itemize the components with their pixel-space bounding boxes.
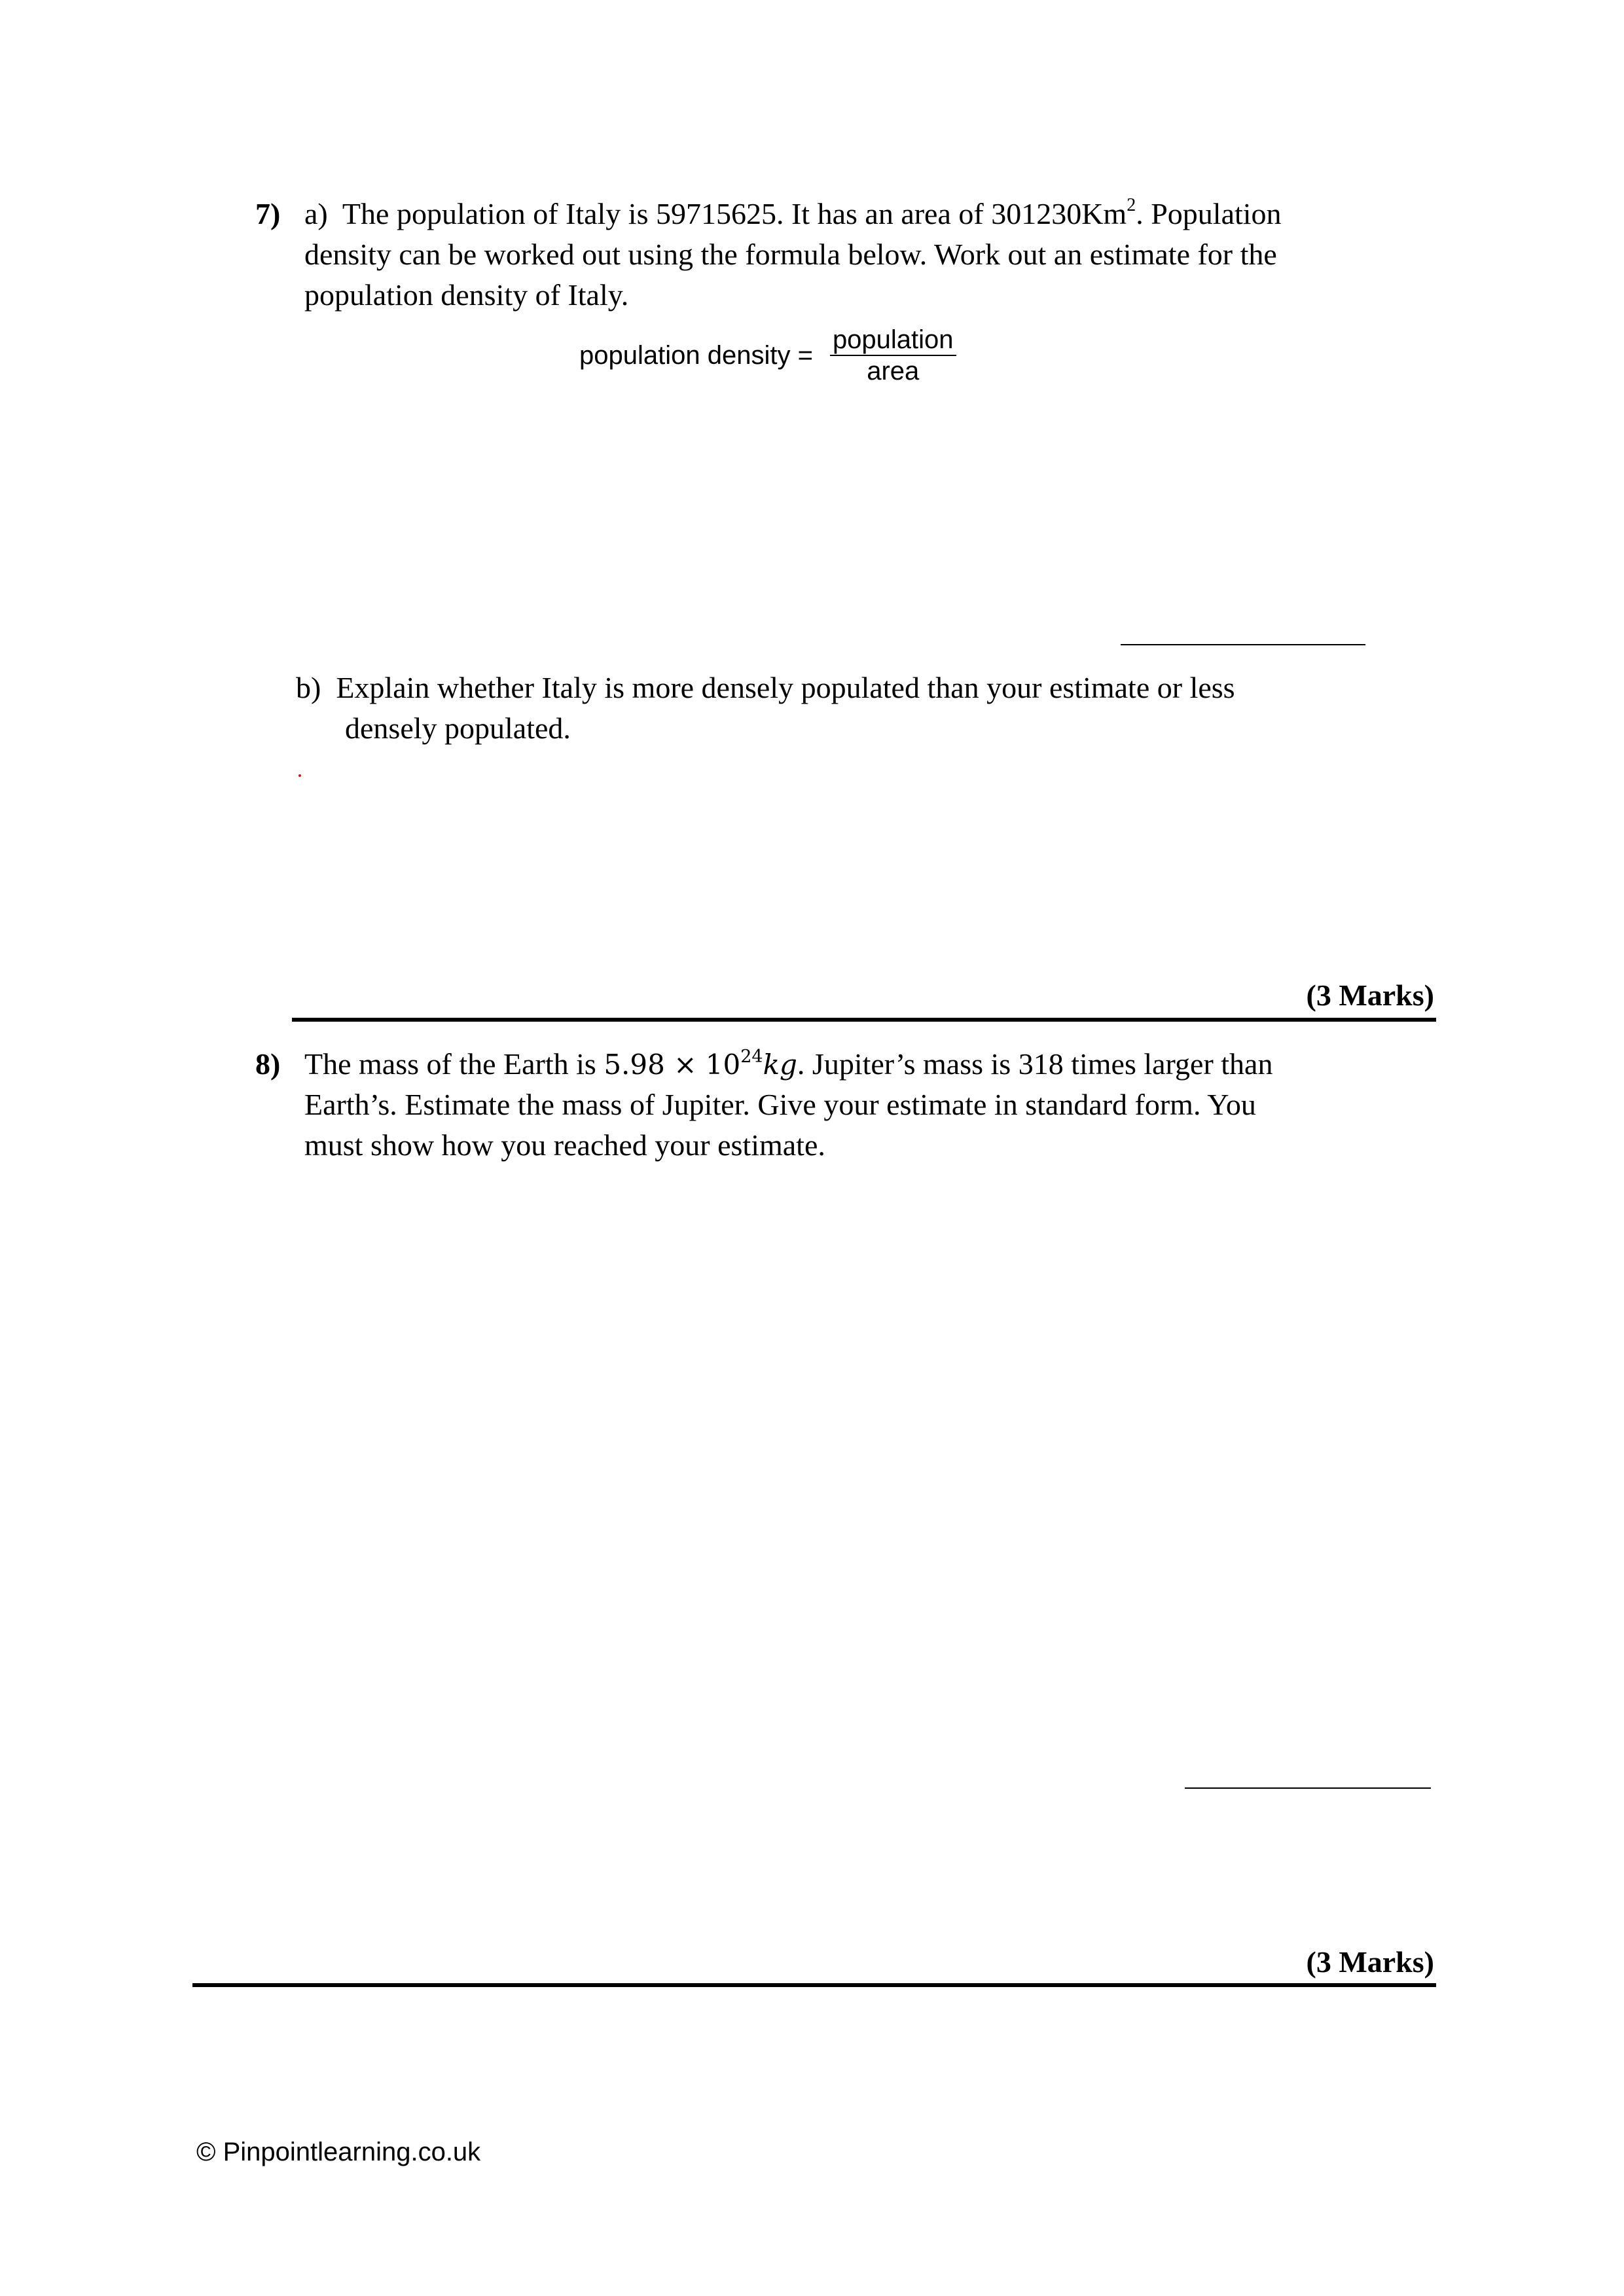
question-7-divider <box>292 1018 1436 1022</box>
question-8-number: 8) <box>255 1047 281 1081</box>
footer-copyright: © Pinpointlearning.co.uk <box>196 2138 481 2166</box>
question-7a-answer-line[interactable] <box>1121 644 1365 645</box>
squared-superscript: 2 <box>1127 195 1136 215</box>
question-7b-text-line-1 <box>296 668 1235 708</box>
question-8-line-1-pre: The mass of the Earth is <box>304 1047 596 1081</box>
question-8-divider <box>192 1983 1436 1987</box>
question-7a-label: a) <box>304 197 328 230</box>
question-7a-line-1-pre: The population of Italy is 59715625. It has an area of 301230Km <box>342 197 1127 230</box>
red-mark-dot <box>298 774 301 777</box>
question-7-marks: (3 Marks) <box>1306 978 1434 1012</box>
earth-mass-expression <box>604 1049 797 1081</box>
question-8-text-line-3: must show how you reached your estimate. <box>304 1128 825 1162</box>
question-8-text-line-1 <box>304 1044 1272 1085</box>
question-7a-text-line-1 <box>304 194 1282 234</box>
question-8-line-1-post: . Jupiter’s mass is 318 times larger than <box>797 1047 1273 1081</box>
formula-numerator: population <box>830 325 956 356</box>
population-density-formula <box>579 325 956 386</box>
formula-label: population density = <box>579 341 813 370</box>
question-7-number: 7) <box>255 197 281 230</box>
question-8-text-line-2: Earth’s. Estimate the mass of Jupiter. Give your estimate in standard form. You <box>304 1088 1256 1121</box>
math-times: × <box>674 1049 697 1081</box>
question-7a-text-line-2: density can be worked out using the formula below. Work out an estimate for the <box>304 238 1277 271</box>
question-8-marks: (3 Marks) <box>1306 1945 1434 1979</box>
formula-fraction <box>830 325 956 386</box>
question-7b-label: b) <box>296 671 321 704</box>
question-8-answer-line[interactable] <box>1185 1787 1431 1789</box>
math-exponent: 24 <box>740 1047 763 1067</box>
question-7a-line-1-post: . Population <box>1136 197 1282 230</box>
question-7b-text-line-2: densely populated. <box>345 711 571 745</box>
question-7b-line-1: Explain whether Italy is more densely populated than your estimate or less <box>336 671 1235 704</box>
math-unit: kg <box>763 1049 797 1081</box>
math-base: 10 <box>705 1049 741 1081</box>
math-mantissa: 5.98 <box>604 1049 665 1081</box>
formula-denominator: area <box>867 357 920 386</box>
question-7a-text-line-3: population density of Italy. <box>304 278 629 312</box>
